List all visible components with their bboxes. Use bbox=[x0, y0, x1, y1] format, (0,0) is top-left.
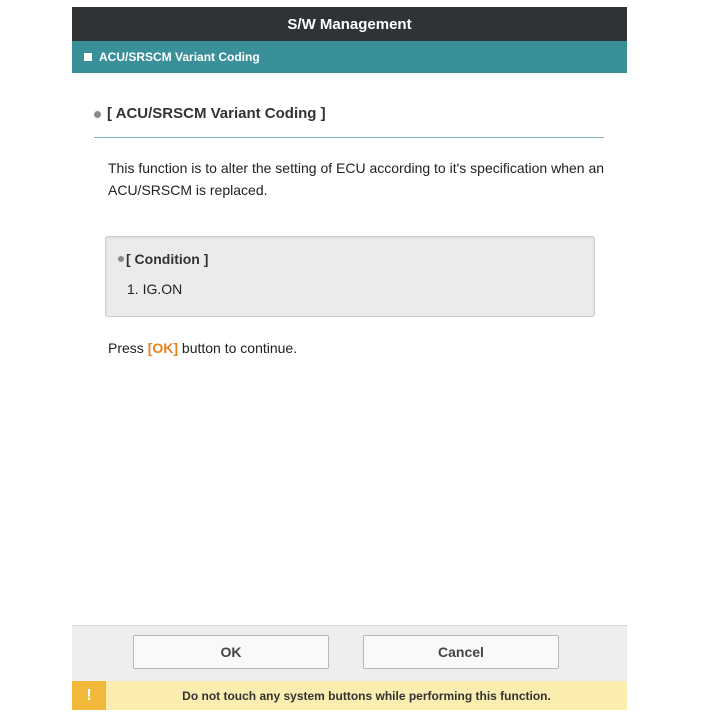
function-description: This function is to alter the setting of ECU according to it's specification when an ACU/SRSCM is replaced. bbox=[108, 160, 605, 198]
section-heading bbox=[94, 103, 604, 138]
continue-instruction bbox=[108, 340, 297, 356]
sw-management-dialog bbox=[72, 7, 627, 710]
function-subheader bbox=[72, 41, 627, 73]
bullet-dot-icon bbox=[94, 111, 101, 118]
condition-item: 1. IG.ON bbox=[127, 281, 183, 297]
bullet-dot-icon bbox=[118, 256, 124, 262]
instruction-suffix: button to continue. bbox=[178, 340, 298, 356]
cancel-button[interactable]: Cancel bbox=[363, 635, 559, 669]
instruction-prefix: Press bbox=[108, 340, 148, 356]
condition-box bbox=[105, 236, 595, 317]
warning-icon: ! bbox=[72, 681, 106, 710]
condition-heading bbox=[118, 251, 208, 267]
ok-button[interactable]: OK bbox=[133, 635, 329, 669]
square-bullet-icon bbox=[84, 53, 92, 61]
section-heading-text: [ ACU/SRSCM Variant Coding ] bbox=[107, 105, 326, 122]
warning-bar bbox=[72, 681, 627, 710]
subheader-label: ACU/SRSCM Variant Coding bbox=[99, 50, 260, 64]
warning-message: Do not touch any system buttons while performing this function. bbox=[182, 688, 551, 703]
instruction-ok-highlight: [OK] bbox=[147, 340, 179, 356]
condition-heading-text: [ Condition ] bbox=[126, 251, 209, 267]
window-title: S/W Management bbox=[72, 7, 627, 41]
button-bar bbox=[72, 625, 627, 682]
